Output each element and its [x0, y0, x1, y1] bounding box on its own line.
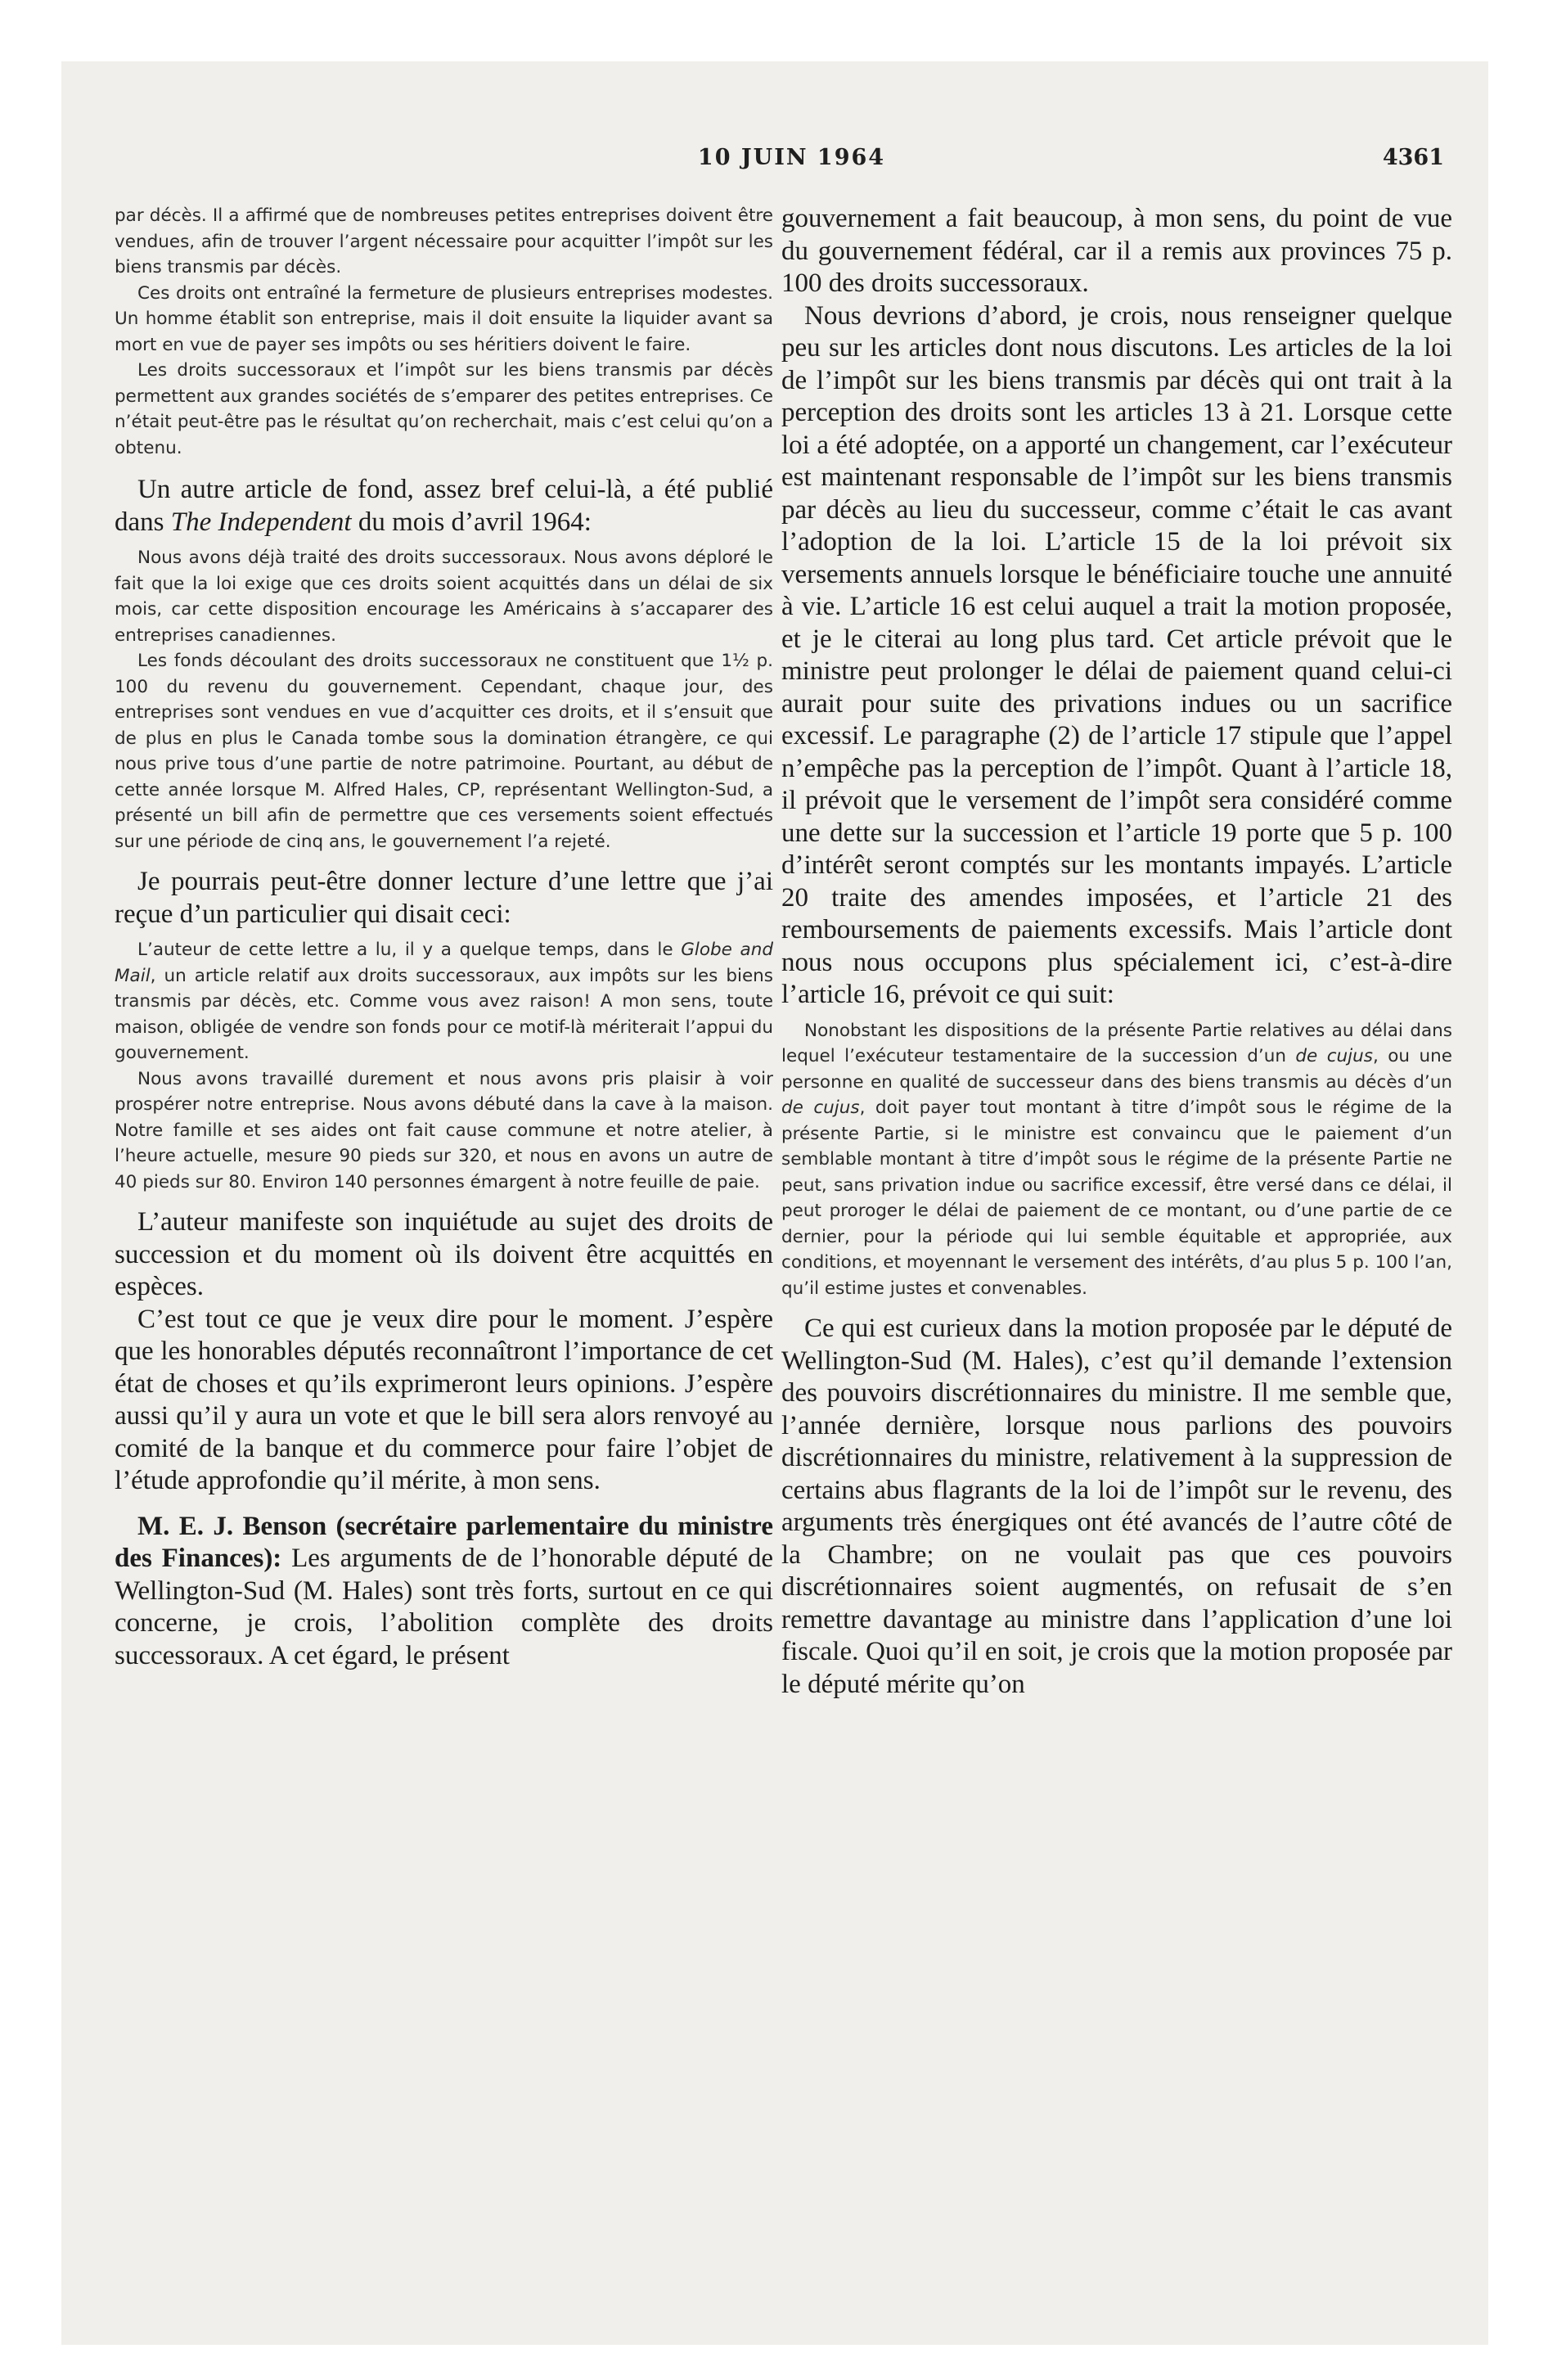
latin-term: de cujus	[781, 1098, 860, 1118]
right-column	[781, 203, 1452, 2233]
publication-title: Globe and Mail	[115, 940, 773, 986]
latin-term: de cujus	[1295, 1046, 1373, 1066]
text-run: Un autre article de fond, assez bref celui-là, a été publié dans	[115, 475, 773, 537]
quote-statute	[781, 1018, 1452, 1302]
body-section	[115, 1206, 773, 1672]
body-section	[781, 1313, 1452, 1701]
page-number: 4361	[1382, 145, 1444, 170]
speaker-name: M. E. J. Benson (secrétaire parlementaire du ministre des Finances):	[115, 1511, 773, 1573]
text-run: du mois d’avril 1964:	[351, 507, 592, 537]
body-paragraph: Ce qui est curieux dans la motion proposée par le député de Wellington-Sud (M. Hales), c’est qu’il demande l’extension des pouvoirs discrétionnaires du ministre. Il me semble que, l’année dernière, lorsque nous parlions des pouvoirs discrétionnaires du ministre, relativement à la suppression de certains abus flagrants de la loi de l’impôt sur le revenu, des arguments très énergiques ont été avancés de l’autre côté de la Chambre; on ne voulait pas que ces pouvoirs discrétionnaires soient augmentés, on refusait de s’en remettre davantage au ministre dans l’application d’une loi fiscale. Quoi qu’il en soit, je crois que la motion proposée par le député mérite qu’on	[781, 1314, 1452, 1699]
body-paragraph: L’auteur manifeste son inquiétude au sujet des droits de succession et du moment où ils doivent être acquittés en espèces.	[115, 1207, 773, 1301]
body-paragraph: C’est tout ce que je veux dire pour le moment. J’espère que les honorables députés reconnaîtront l’importance de cet état de choses et qu’ils exprimeront leurs opinions. J’espère aussi qu’il y aura un vote et que le bill sera alors renvoyé au comité de la banque et du commerce pour faire l’objet de l’étude approfondie qu’il mérite, à mon sens.	[115, 1304, 773, 1495]
quote-paragraph: L’auteur de cette lettre a lu, il y a quelque temps, dans le Globe and Mail, un article relatif aux droits successoraux, aux impôts sur les biens transmis par décès, etc. Comme vous avez raison! A mon sens, toute maison, obligée de vendre son fonds pour ce motif-là mériterait l’appui du gouvernement.	[115, 940, 773, 1063]
body-paragraph: gouvernement a fait beaucoup, à mon sens, du point de vue du gouvernement fédéral, car il a remis aux provinces 75 p. 100 des droits successoraux.	[781, 204, 1452, 298]
quote-paragraph: Les fonds découlant des droits successoraux ne constituent que 1½ p. 100 du revenu du gouvernement. Cependant, chaque jour, des entreprises sont vendues en vue d’acquitter ces droits, et il s’ensuit que de plus en plus le Canada tombe sous la domination étrangère, ce qui nous prive tous d’une partie de notre patrimoine. Pourtant, au début de cette année lorsque M. Alfred Hales, CP, représentant Wellington-Sud, a présenté un bill afin de permettre que ces versements soient effectués sur une période de cinq ans, le gouvernement l’a rejeté.	[115, 651, 773, 852]
quote-letter	[115, 937, 773, 1195]
quote-paragraph: Nous avons déjà traité des droits successoraux. Nous avons déploré le fait que la loi exige que ces droits soient acquittés dans un délai de six mois, car cette disposition encourage les Américains à s’accaparer des entreprises canadiennes.	[115, 548, 773, 646]
quote-opening	[115, 203, 773, 461]
body-paragraph: Nous devrions d’abord, je crois, nous renseigner quelque peu sur les articles dont nous discutons. Les articles de la loi de l’impôt sur les biens transmis par décès qui ont trait à la perception des droits sont les articles 13 à 21. Lorsque cette loi a été adoptée, on a apporté un changement, car l’exécuteur est maintenant responsable de l’impôt sur les biens transmis par décès au lieu du successeur, comme c’était le cas avant l’adoption de la loi. L’article 15 de la loi prévoit six versements annuels lorsque le bénéficiaire touche une annuité à vie. L’article 16 est celui auquel a trait la motion proposée, et je le citerai au long plus tard. Cet article prévoit que le ministre peut prolonger le délai de paiement quand celui-ci aurait pour suite des privations indues ou un sacrifice excessif. Le paragraphe (2) de l’article 17 stipule que l’appel n’empêche pas la perception de l’impôt. Quant à l’article 18, il prévoit que le versement de l’impôt sera considéré comme une dette sur la succession et l’article 19 porte que 5 p. 100 d’intérêt seront comptés sur les montants impayés. L’article 20 traite des amendes imposées, et l’article 21 des remboursements de paiements excessifs. Mais l’article dont nous nous occupons plus spécialement ici, c’est-à-dire l’article 16, prévoit ce qui suit:	[781, 300, 1452, 1009]
body-paragraph: Je pourrais peut-être donner lecture d’une lettre que j’ai reçue d’un particulier qui disait ceci:	[115, 867, 773, 929]
left-column	[115, 203, 773, 2233]
quote-paragraph: par décès. Il a affirmé que de nombreuses petites entreprises doivent être vendues, afin de trouver l’argent nécessaire pour acquitter l’impôt sur les biens transmis par décès.	[115, 205, 773, 277]
body-section	[781, 203, 1452, 1012]
quote-independent	[115, 545, 773, 854]
page-date: 10 JUIN 1964	[697, 145, 886, 170]
quote-paragraph: Ces droits ont entraîné la fermeture de plusieurs entreprises modestes. Un homme établit son entreprise, mais il doit ensuite la liquider avant sa mort en vue de payer ses impôts ou ses héritiers doivent le faire.	[115, 282, 773, 355]
speaker-paragraph: M. E. J. Benson (secrétaire parlementaire du ministre des Finances): Les arguments de de l’honorable député de Wellington-Sud (M. Hales) sont très forts, surtout en ce qui concerne, je crois, l’abolition complète des droits successoraux. A cet égard, le présent	[115, 1511, 773, 1670]
body-paragraph	[115, 474, 773, 539]
page-header	[139, 145, 1444, 178]
quote-paragraph: Nous avons travaillé durement et nous avons pris plaisir à voir prospérer notre entreprise. Nous avons débuté dans la cave à la maison. Notre famille et ses aides ont fait cause commune et notre atelier, à l’heure actuelle, mesure 90 pieds sur 320, et nous en avons un autre de 40 pieds sur 80. Environ 140 personnes émargent à notre feuille de paie.	[115, 1068, 773, 1192]
quote-paragraph: Les droits successoraux et l’impôt sur les biens transmis par décès permettent aux grandes sociétés de s’emparer des petites entreprises. Ce n’était peut-être pas le résultat qu’on recherchait, mais c’est celui qu’on a obtenu.	[115, 360, 773, 458]
publication-title: The Independent	[170, 507, 352, 537]
quote-paragraph: Nonobstant les dispositions de la présente Partie relatives au délai dans lequel l’exécuteur testamentaire de la succession d’un de cujus, ou une personne en qualité de successeur dans des biens transmis au décès d’un de cujus, doit payer tout montant à titre d’impôt sous le régime de la présente Partie, si le ministre est convaincu que le paiement d’un semblable montant à titre d’impôt sous le régime de la présente Partie ne peut, sans privation indue ou sacrifice excessif, être versé dans ce délai, il peut proroger le délai de paiement de ce montant, ou d’une partie de ce dernier, pour la période qui lui semble équitable et appropriée, aux conditions, et moyennant le versement des intérêts, d’au plus 5 p. 100 l’an, qu’il estime justes et convenables.	[781, 1020, 1452, 1299]
